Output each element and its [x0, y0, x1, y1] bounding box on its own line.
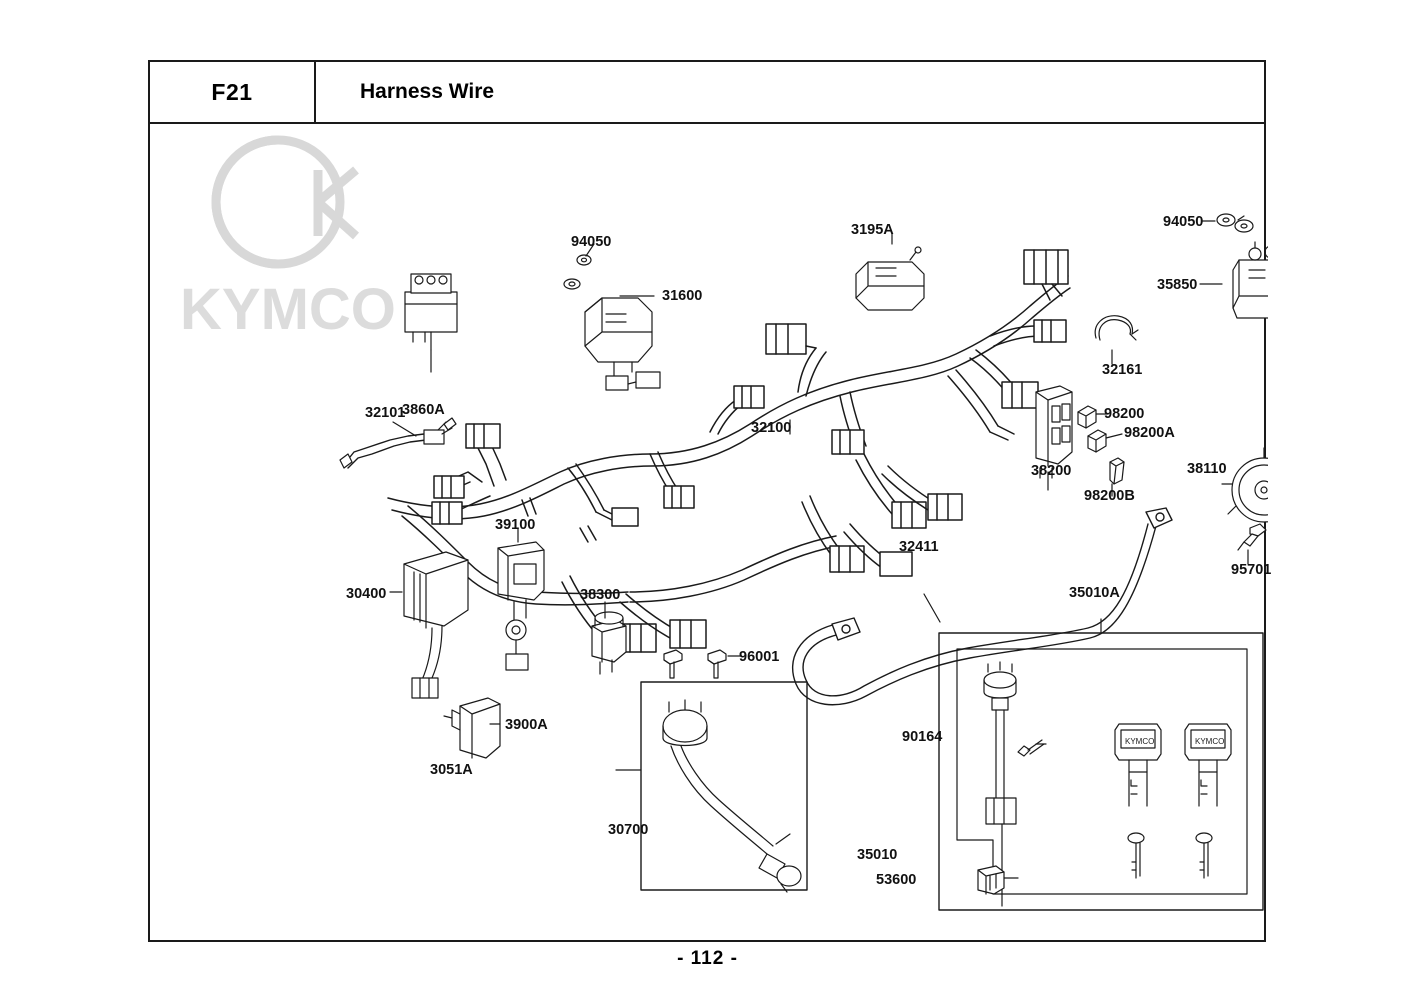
part-label-35010: 35010 [857, 847, 898, 863]
part-label-38300: 38300 [580, 587, 621, 603]
part-label-90164: 90164 [902, 729, 943, 745]
section-code-cell [150, 62, 316, 122]
part-label-3195A: 3195A [851, 222, 894, 238]
part-label-38200: 38200 [1031, 463, 1072, 479]
part-label-3860A: 3860A [402, 402, 445, 418]
part-label-38110: 38110 [1187, 461, 1227, 477]
part-label-32100: 32100 [751, 420, 792, 436]
part-label-95701: 95701 [1231, 562, 1272, 578]
title-bar [150, 62, 1264, 124]
section-code: F21 [211, 78, 253, 105]
part-label-96001: 96001 [739, 649, 780, 665]
part-label-39100: 39100 [495, 517, 536, 533]
svg-text:KYMCO: KYMCO [1195, 737, 1225, 746]
page-number: - 112 - [677, 948, 738, 969]
part-label-94050-left: 94050 [571, 234, 612, 250]
part-label-30400: 30400 [346, 586, 387, 602]
part-label-32411: 32411 [899, 539, 939, 555]
parts-line-art [150, 124, 1268, 942]
svg-text:KYMCO: KYMCO [180, 277, 396, 342]
part-label-98200: 98200 [1104, 406, 1145, 422]
diagram-frame [148, 60, 1272, 942]
part-label-53600: 53600 [876, 872, 917, 888]
diagram-canvas [150, 124, 1272, 942]
part-label-3900A: 3900A [505, 717, 548, 733]
part-label-35850: 35850 [1157, 277, 1198, 293]
part-label-32161: 32161 [1102, 362, 1143, 378]
part-label-31600: 31600 [662, 288, 703, 304]
part-label-98200B: 98200B [1084, 488, 1135, 504]
part-label-32101: 32101 [365, 405, 406, 421]
part-label-35010A: 35010A [1069, 585, 1120, 601]
section-title: Harness Wire [360, 80, 495, 103]
part-label-30700: 30700 [608, 822, 649, 838]
part-label-94050-right: 94050 [1163, 214, 1204, 230]
part-label-98200A: 98200A [1124, 425, 1175, 441]
svg-text:KYMCO: KYMCO [1125, 737, 1155, 746]
part-label-3051A: 3051A [430, 762, 473, 778]
